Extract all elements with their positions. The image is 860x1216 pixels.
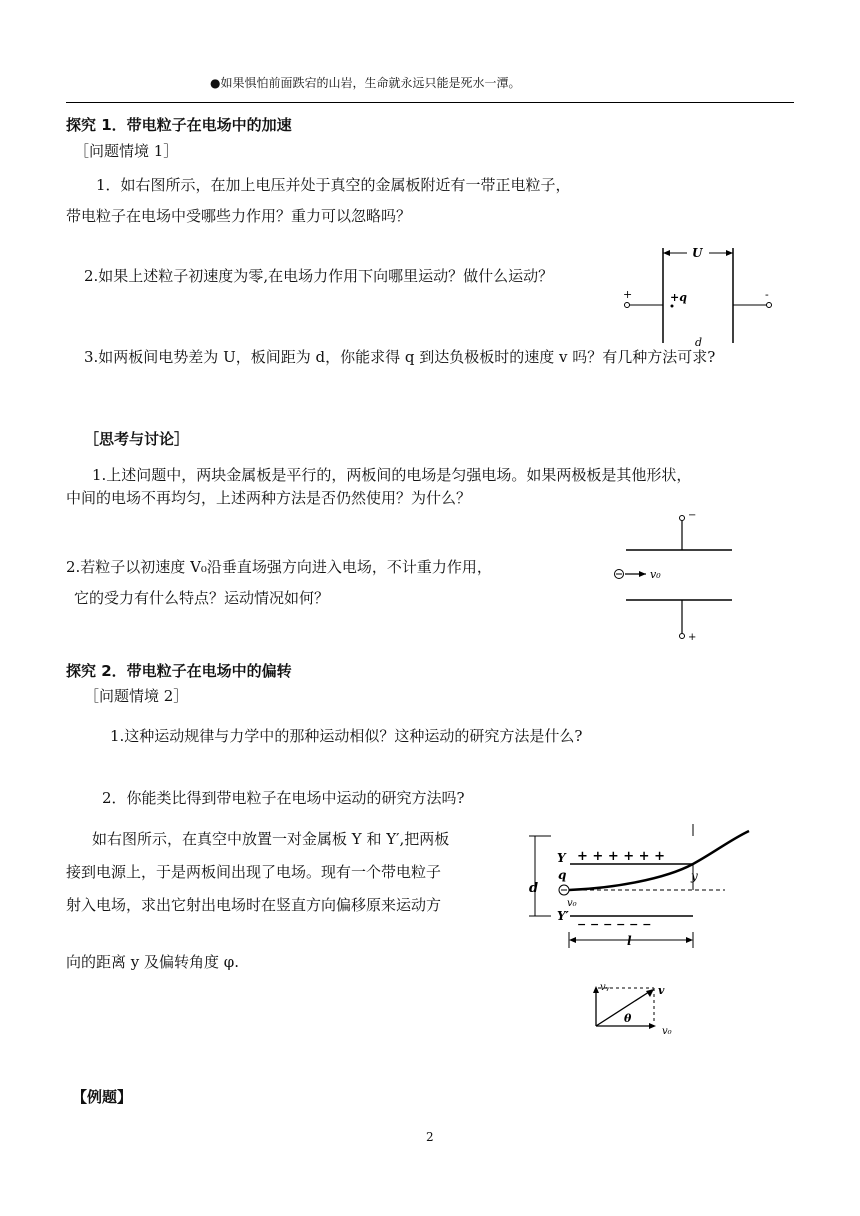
bottom-terminal-label: + [688, 632, 697, 643]
plate-top-charges: + + + + + + [577, 849, 665, 864]
length-label: l [627, 934, 632, 948]
section1-question-2: 2.如果上述粒子初速度为零,在电场力作用下向哪里运动？做什么运动？ [84, 267, 554, 285]
section1-question-1-line1: 1．如右图所示，在加上电压并处于真空的金属板附近有一带正电粒子， [96, 176, 571, 194]
section1-question-1-line2: 带电粒子在电场中受哪些力作用？重力可以忽略吗？ [66, 207, 412, 225]
distance-label: d [695, 336, 703, 349]
section1-context-label: ［问题情境 1］ [74, 142, 179, 160]
v0-label: v₀ [662, 1026, 672, 1037]
discussion-1-line2: 中间的电场不再均匀，上述两种方法是否仍然使用？为什么？ [66, 489, 472, 507]
velocity-label: v₀ [650, 568, 661, 581]
discussion-2-line2: 它的受力有什么特点？运动情况如何？ [74, 589, 330, 607]
section2-question-1: 1.这种运动规律与力学中的那种运动相似？这种运动的研究方法是什么? [110, 727, 583, 745]
section1-title: 探究 1．带电粒子在电场中的加速 [66, 116, 292, 134]
header-rule [66, 102, 794, 103]
particle-entry-diagram [608, 512, 738, 644]
example-title: 【例题】 [72, 1088, 133, 1106]
deflection-label: y [691, 869, 698, 883]
section2-paragraph-line4: 向的距离 y 及偏转角度 φ. [66, 953, 240, 971]
section2-title: 探究 2．带电粒子在电场中的偏转 [66, 662, 292, 680]
gap-label: d [529, 881, 539, 896]
section2-context-label: ［问题情境 2］ [84, 687, 189, 705]
header-motto: ●如果惧怕前面跌宕的山岩，生命就永远只能是死水一潭。 [210, 76, 521, 90]
plate-top-label: Y [557, 851, 566, 865]
velocity-triangle-diagram [588, 978, 688, 1036]
plate-bottom-charges: − − − − − − [577, 918, 652, 931]
section2-paragraph-line2: 接到电源上，于是两板间出现了电场。现有一个带电粒子 [66, 863, 442, 881]
plate-bottom-label: Y′ [557, 909, 569, 923]
discussion-2-line1: 2.若粒子以初速度 V₀沿垂直场强方向进入电场，不计重力作用， [66, 558, 492, 576]
discussion-title: ［思考与讨论］ [84, 430, 190, 448]
plus-terminal-label: + [623, 288, 633, 301]
section1-question-3: 3.如两板间电势差为 U，板间距为 d，你能求得 q 到达负极板时的速度 v 吗？有几种方法可求? [84, 348, 716, 366]
parallel-plate-diagram [615, 238, 785, 353]
minus-terminal-label: - [765, 288, 769, 301]
discussion-1-line1: 1.上述问题中，两块金属板是平行的，两板间的电场是匀强电场。如果两极板是其他形状， [92, 466, 692, 484]
vy-label: vᵧ [600, 982, 610, 993]
charge-label: +q [670, 291, 687, 304]
charge-label: q [558, 868, 567, 882]
v-label: v [658, 984, 665, 997]
page-number: 2 [426, 1130, 434, 1144]
section2-question-2: 2．你能类比得到带电粒子在电场中运动的研究方法吗? [102, 789, 465, 807]
velocity-label: v₀ [567, 898, 577, 909]
theta-label: θ [624, 1012, 632, 1025]
top-terminal-label: − [688, 510, 697, 521]
section2-paragraph-line1: 如右图所示，在真空中放置一对金属板 Y 和 Y′,把两板 [92, 830, 450, 848]
deflection-diagram [525, 824, 755, 959]
voltage-label: U [692, 246, 703, 260]
section2-paragraph-line3: 射入电场，求出它射出电场时在竖直方向偏移原来运动方 [66, 896, 442, 914]
